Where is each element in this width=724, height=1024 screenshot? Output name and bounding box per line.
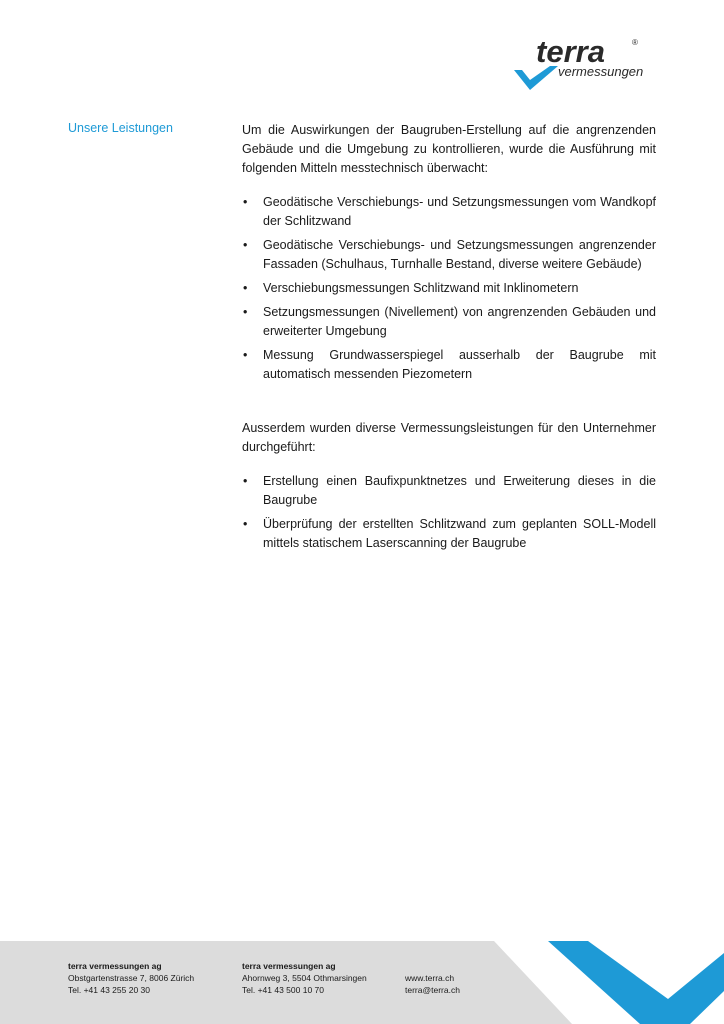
footer-website-link[interactable]: www.terra.ch (405, 973, 455, 983)
list-item: • Geodätische Verschiebungs- und Setzungsmessungen angrenzender Fassaden (Schulhaus, Turnhalle Bestand, diverse weitere Gebäude) (243, 238, 656, 271)
bullet-icon: • (243, 281, 248, 295)
logo-subtitle: vermessungen (558, 64, 644, 79)
footer-phone: Tel. +41 43 255 20 30 (68, 985, 150, 995)
checkmark-logo-icon (514, 66, 558, 92)
bullet-icon: • (243, 348, 248, 362)
footer-address: Ahornweg 3, 5504 Othmarsingen (242, 973, 367, 983)
second-paragraph: Ausserdem wurden diverse Vermessungsleistungen für den Unternehmer durchgeführt: (242, 421, 656, 454)
footer-phone: Tel. +41 43 500 10 70 (242, 985, 324, 995)
section-label: Unsere Leistungen (68, 121, 173, 135)
bullet-icon: • (243, 238, 248, 252)
footer-office-zurich (68, 960, 194, 996)
footer-company-name: terra vermessungen ag (68, 961, 162, 971)
logo-registered-mark: ® (632, 38, 638, 47)
list-item: • Erstellung einen Baufixpunktnetzes und Erweiterung dieses in die Baugrube (243, 474, 656, 507)
logo-wordmark: terra (536, 34, 605, 69)
bullet-icon: • (243, 195, 248, 209)
footer-address: Obstgartenstrasse 7, 8006 Zürich (68, 973, 195, 983)
footer-email-link[interactable]: terra@terra.ch (405, 985, 460, 995)
footer-office-othmarsingen (242, 960, 367, 996)
bullet-icon: • (243, 305, 248, 319)
terra-logo (512, 36, 662, 94)
main-content (242, 121, 656, 558)
monitoring-list (242, 193, 656, 384)
footer-contact (405, 972, 460, 996)
bullet-icon: • (243, 474, 248, 488)
list-item: • Setzungsmessungen (Nivellement) von angrenzenden Gebäuden und erweiterter Umgebung (243, 305, 656, 338)
footer-company-name: terra vermessungen ag (242, 961, 336, 971)
page-footer (0, 941, 724, 1024)
list-item: • Geodätische Verschiebungs- und Setzungsmessungen vom Wandkopf der Schlitzwand (243, 195, 656, 228)
services-list (242, 472, 656, 553)
bullet-icon: • (243, 517, 248, 531)
list-item: • Messung Grundwasserspiegel ausserhalb der Baugrube mit automatisch messenden Piezometern (243, 348, 656, 381)
list-item: • Überprüfung der erstellten Schlitzwand zum geplanten SOLL-Modell mittels statischem Laserscanning der Baugrube (243, 517, 656, 550)
intro-paragraph: Um die Auswirkungen der Baugruben-Erstellung auf die angrenzenden Gebäude und die Umgebung zu kontrollieren, wurde die Ausführung mit folgenden Mitteln messtechnisch überwacht: (242, 123, 656, 175)
list-item: • Verschiebungsmessungen Schlitzwand mit Inklinometern (242, 279, 656, 298)
